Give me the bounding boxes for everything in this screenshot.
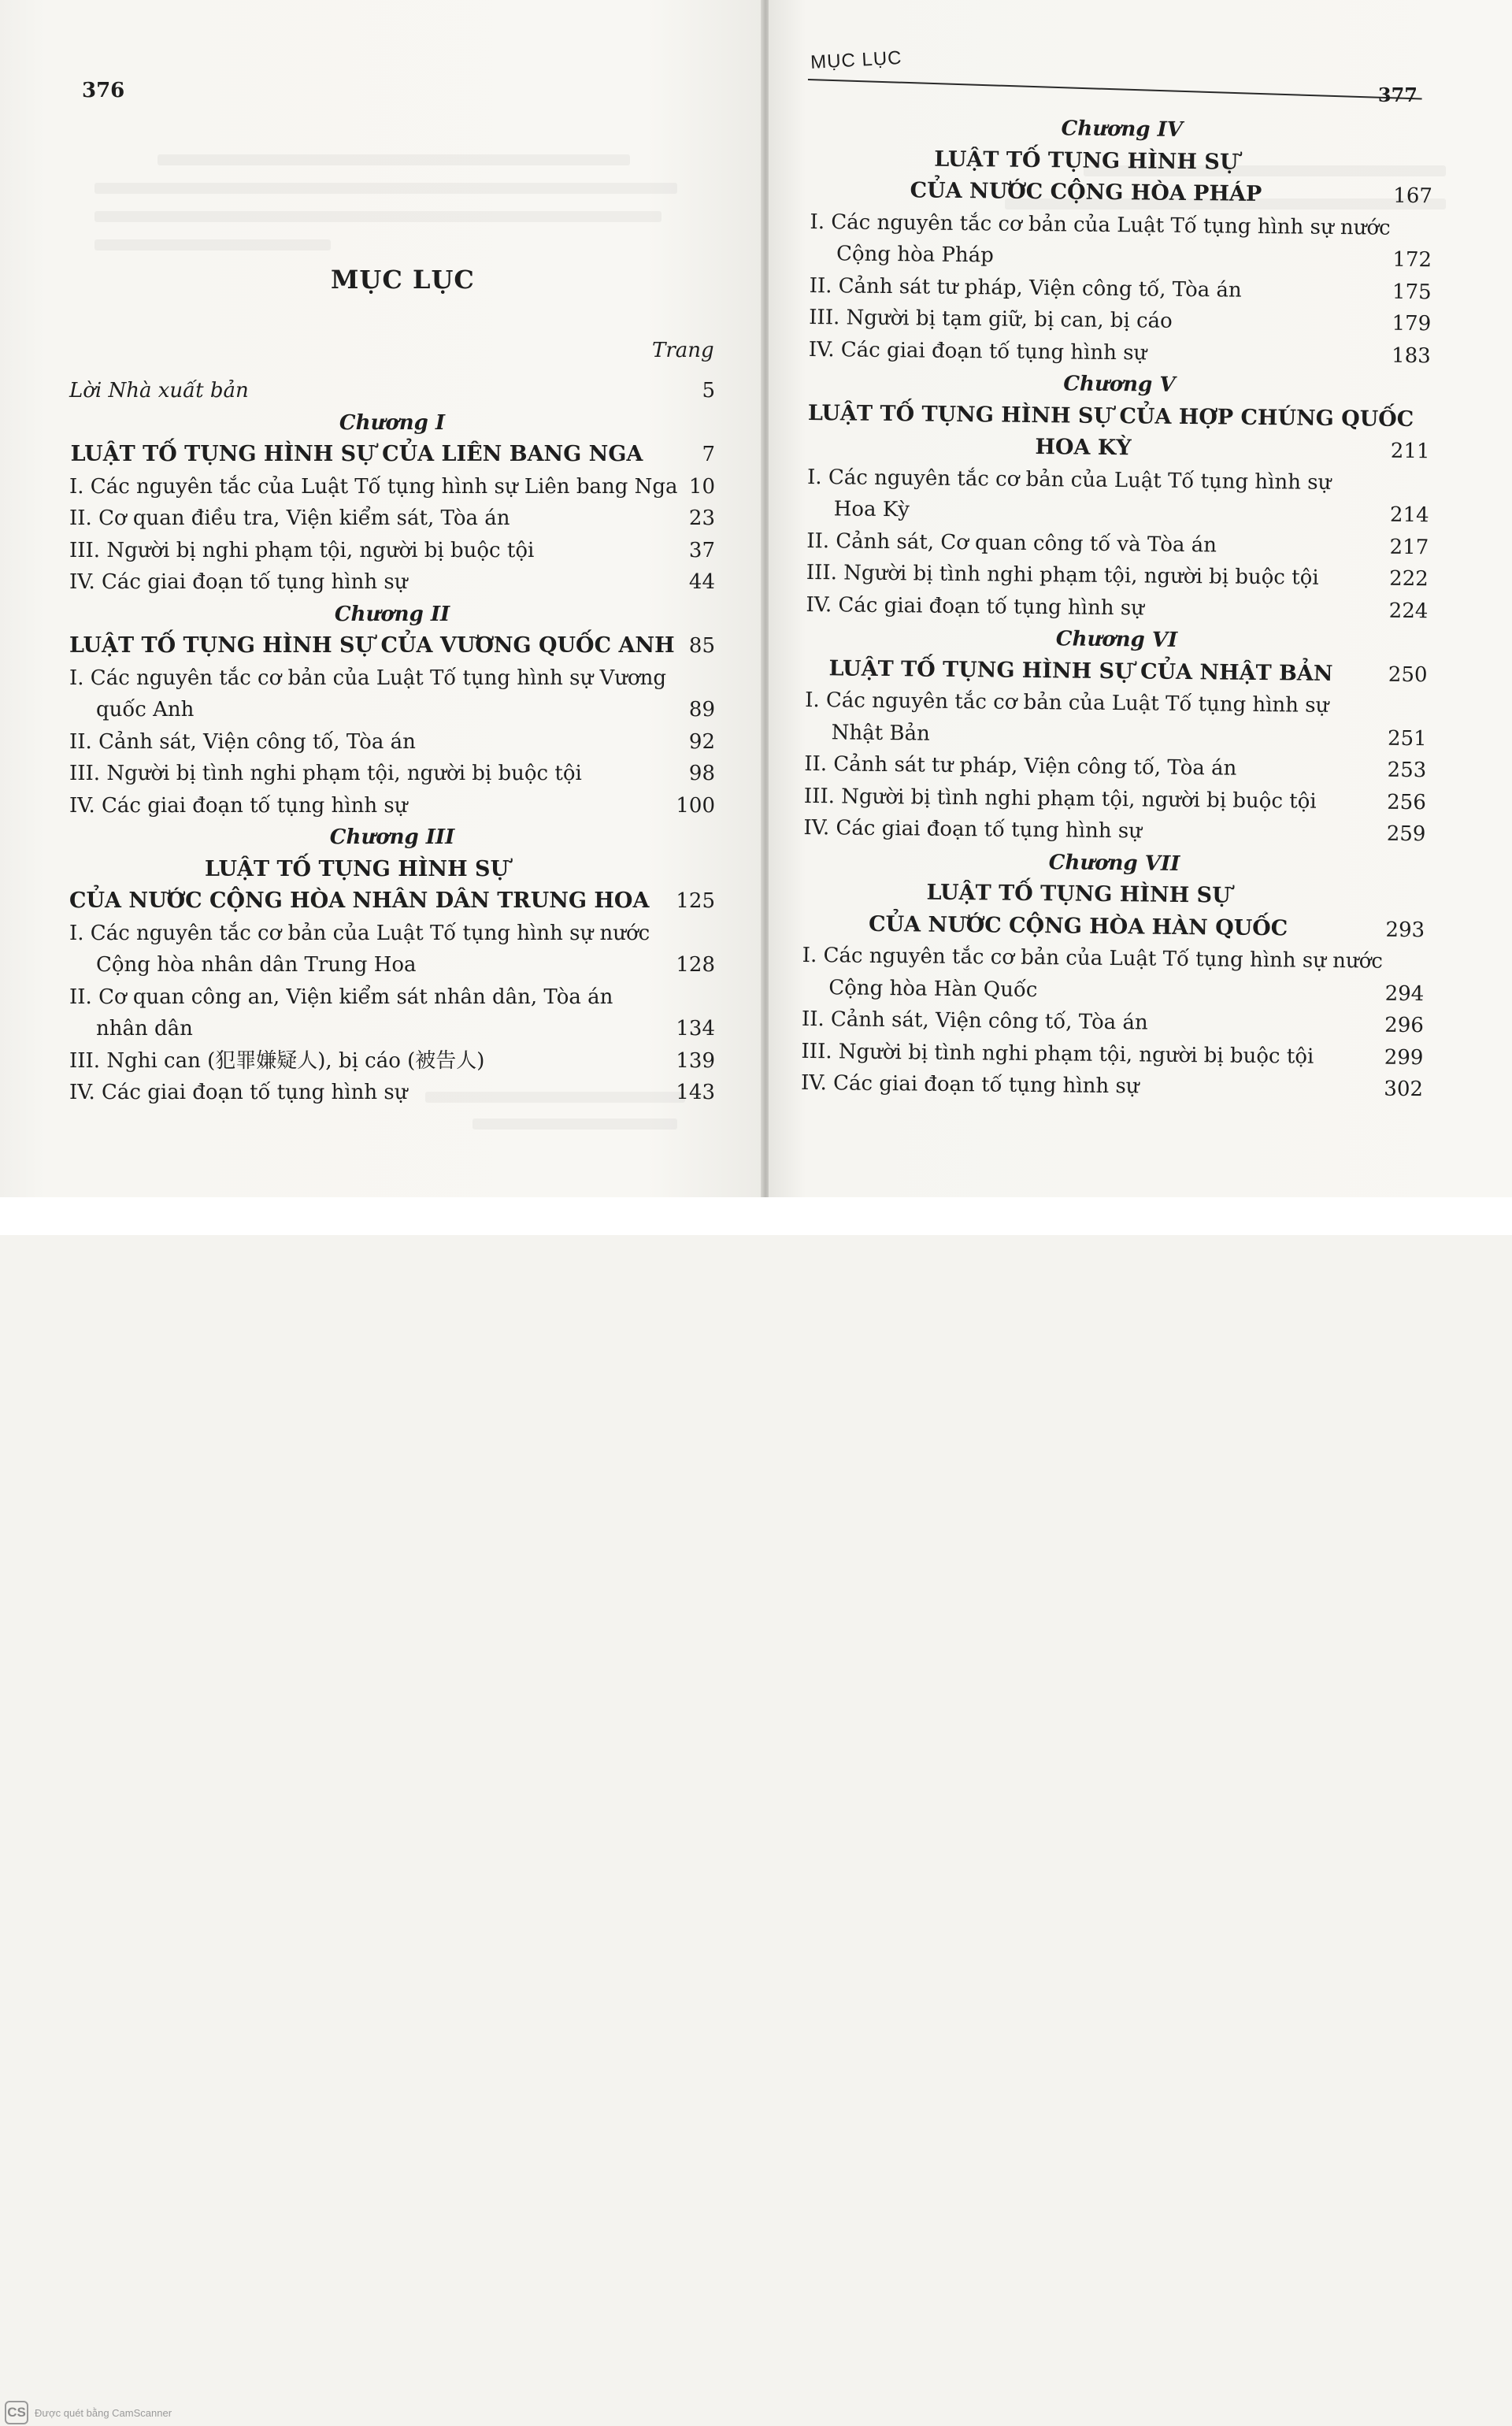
toc-list-left [69, 375, 715, 1109]
toc-entry-text: III. Người bị tình nghi phạm tội, người bị buộc tội [806, 560, 1319, 590]
chapter-label: Chương III [329, 825, 455, 849]
right-page [769, 0, 1512, 1197]
toc-entry [69, 1077, 715, 1109]
toc-list-right [801, 110, 1433, 1106]
page-ref: 302 [1384, 1077, 1424, 1102]
chapter-title-text: CỦA NƯỚC CỘNG HÒA HÀN QUỐC [868, 911, 1288, 940]
page-number: 377 [1377, 83, 1418, 106]
toc-entry-text: III. Nghi can (犯罪嫌疑人), bị cáo (被告人) [69, 1048, 485, 1073]
page-ref: 5 [702, 379, 715, 402]
toc-entry-text: IV. Các giai đoạn tố tụng hình sự [808, 337, 1147, 365]
toc-entry [801, 1067, 1423, 1106]
toc-entry-continuation [69, 949, 715, 981]
toc-entry [69, 471, 715, 503]
page-ref: 183 [1391, 343, 1431, 368]
chapter-title-text: CỦA NƯỚC CỘNG HÒA PHÁP [910, 178, 1262, 206]
page-ref: 299 [1384, 1045, 1424, 1070]
bleed-through [94, 211, 662, 222]
toc-entry-text: Cộng hòa Hàn Quốc [828, 975, 1038, 1002]
toc-entry-text: IV. Các giai đoạn tố tụng hình sự [806, 592, 1145, 620]
chapter-title-text: LUẬT TỐ TỤNG HÌNH SỰ [204, 856, 510, 881]
toc-entry [69, 918, 715, 950]
page-ref: 85 [688, 634, 715, 658]
chapter-title-text: LUẬT TỐ TỤNG HÌNH SỰ CỦA VƯƠNG QUỐC ANH [69, 633, 675, 658]
toc-entry-text: Lời Nhà xuất bản [69, 379, 249, 402]
page-ref: 92 [688, 729, 715, 754]
chapter-label: Chương VI [1055, 627, 1178, 652]
toc-entry-text: I. Các nguyên tắc cơ bản của Luật Tố tụng hình sự [804, 688, 1329, 718]
toc-entry [69, 981, 715, 1014]
toc-entry-text: Hoa Kỳ [833, 497, 910, 522]
page-ref: 134 [676, 1017, 715, 1041]
toc-entry [69, 1045, 715, 1078]
page-ref: 250 [1388, 662, 1428, 687]
bleed-through [94, 239, 331, 250]
toc-entry-text: I. Các nguyên tắc cơ bản của Luật Tố tụng hình sự [806, 465, 1332, 495]
page-ref: 100 [676, 793, 715, 818]
page-ref: 128 [676, 953, 715, 977]
bleed-through [472, 1118, 677, 1130]
toc-entry [69, 566, 715, 599]
page-ref: 175 [1392, 280, 1432, 304]
toc-entry-text: IV. Các giai đoạn tố tụng hình sự [800, 1070, 1140, 1099]
toc-entry [69, 375, 715, 407]
toc-entry [69, 758, 715, 790]
page-ref: 98 [688, 762, 715, 785]
page-ref: 222 [1389, 566, 1429, 592]
toc-entry-text: IV. Các giai đoạn tố tụng hình sự [803, 815, 1143, 844]
toc-entry-text: III. Người bị tình nghi phạm tội, người bị buộc tội [801, 1039, 1314, 1069]
toc-entry-text: I. Các nguyên tắc cơ bản của Luật Tố tụng hình sự nước [810, 210, 1391, 240]
page-ref: 296 [1384, 1013, 1425, 1038]
page-ref: 253 [1387, 758, 1427, 783]
camscanner-logo-icon: CS [5, 2401, 28, 2424]
toc-entry-text: Cộng hòa nhân dân Trung Hoa [96, 953, 417, 977]
chapter-label: Chương IV [1061, 117, 1184, 142]
page-ref: 143 [676, 1081, 715, 1104]
toc-entry-text: I. Các nguyên tắc của Luật Tố tụng hình sự Liên bang Nga [69, 474, 678, 499]
chapter-label: Chương II [334, 602, 450, 626]
toc-entry-text: II. Cảnh sát, Cơ quan công tố và Tòa án [806, 529, 1217, 557]
running-head: MỤC LỤC [810, 46, 903, 74]
toc-entry-text: quốc Anh [96, 698, 195, 721]
toc-entry-text: IV. Các giai đoạn tố tụng hình sự [69, 570, 408, 594]
page-ref: 259 [1386, 822, 1426, 847]
chapter-title-text: LUẬT TỐ TỤNG HÌNH SỰ [934, 147, 1239, 175]
chapter-label: Chương VII [1048, 850, 1180, 876]
page-ref: 89 [688, 698, 715, 721]
page-ref: 256 [1387, 790, 1426, 814]
chapter-title-text: LUẬT TỐ TỤNG HÌNH SỰ [926, 880, 1231, 908]
page-ref: 214 [1389, 503, 1429, 528]
watermark-text: Được quét bằng CamScanner [35, 2406, 172, 2419]
chapter-title [69, 630, 715, 662]
page-ref: 211 [1390, 439, 1430, 464]
toc-entry [803, 812, 1425, 851]
toc-entry-text: II. Cơ quan công an, Viện kiểm sát nhân dân, Tòa án [69, 985, 613, 1009]
toc-entry-continuation [69, 1013, 715, 1045]
page-ref: 37 [688, 538, 715, 562]
chapter-title-text: LUẬT TỐ TỤNG HÌNH SỰ CỦA NHẬT BẢN [828, 655, 1333, 686]
bleed-through [94, 183, 677, 194]
page-ref: 139 [676, 1048, 715, 1073]
page-ref: 251 [1387, 726, 1427, 751]
toc-entry-text: I. Các nguyên tắc cơ bản của Luật Tố tụng hình sự nước [802, 943, 1384, 974]
toc-entry-text: II. Cảnh sát, Viện công tố, Tòa án [69, 729, 416, 754]
page-ref: 217 [1389, 535, 1429, 559]
page-ref: 179 [1392, 311, 1432, 336]
toc-entry-text: III. Người bị tình nghi phạm tội, người bị buộc tội [69, 762, 582, 785]
page-ref: 23 [688, 506, 715, 530]
header-rule [808, 79, 1422, 99]
toc-entry-text: I. Các nguyên tắc cơ bản của Luật Tố tụng hình sự Vương [69, 666, 667, 690]
toc-entry [809, 333, 1431, 372]
bleed-through [158, 154, 630, 165]
page-ref: 7 [702, 443, 715, 466]
toc-entry [69, 503, 715, 535]
page-ref: 224 [1388, 599, 1429, 623]
toc-entry-text: II. Cảnh sát tư pháp, Viện công tố, Tòa án [809, 273, 1242, 302]
page-ref: 172 [1392, 247, 1432, 273]
chapter-title-text: CỦA NƯỚC CỘNG HÒA NHÂN DÂN TRUNG HOA [69, 888, 650, 913]
toc-entry-text: IV. Các giai đoạn tố tụng hình sự [69, 1081, 408, 1104]
chapter-title [69, 885, 715, 918]
toc-title: MỤC LỤC [331, 265, 475, 295]
page-ref: 10 [688, 474, 715, 499]
toc-entry [69, 726, 715, 759]
camscanner-watermark [5, 2399, 172, 2426]
page-column-label: Trang [652, 339, 714, 362]
toc-entry-text: I. Các nguyên tắc cơ bản của Luật Tố tụng hình sự nước [69, 921, 650, 945]
chapter-title-text: HOA KỲ [1035, 435, 1132, 461]
toc-entry [69, 790, 715, 822]
toc-entry [806, 588, 1428, 627]
toc-entry-text: II. Cảnh sát, Viện công tố, Tòa án [801, 1007, 1148, 1035]
toc-entry-text: II. Cơ quan điều tra, Viện kiểm sát, Tòa án [69, 506, 510, 530]
chapter-label: Chương I [339, 410, 446, 435]
toc-entry-text: III. Người bị tạm giữ, bị can, bị cáo [809, 305, 1173, 333]
page-number: 376 [82, 79, 125, 102]
toc-entry-text: Cộng hòa Pháp [836, 242, 994, 268]
chapter-label: Chương V [1063, 372, 1176, 397]
chapter-title-text: LUẬT TỐ TỤNG HÌNH SỰ CỦA LIÊN BANG NGA [70, 442, 643, 466]
toc-entry-continuation [69, 694, 715, 726]
toc-entry [69, 662, 715, 695]
page-ref: 294 [1384, 981, 1425, 1006]
page-ref: 293 [1385, 918, 1425, 942]
toc-entry [69, 535, 715, 567]
toc-entry-text: III. Người bị tình nghi phạm tội, người bị buộc tội [803, 784, 1317, 814]
chapter-title [69, 439, 715, 471]
scan-margin [0, 1197, 1512, 2420]
chapter-title-text: LUẬT TỐ TỤNG HÌNH SỰ CỦA HỢP CHÚNG QUỐC [807, 400, 1414, 432]
toc-entry-text: Nhật Bản [831, 720, 930, 746]
page-ref: 44 [688, 570, 715, 594]
toc-entry-text: II. Cảnh sát tư pháp, Viện công tố, Tòa án [804, 751, 1237, 781]
toc-entry-text: IV. Các giai đoạn tố tụng hình sự [69, 793, 408, 818]
page-ref: 167 [1393, 184, 1433, 209]
page-ref: 125 [676, 889, 715, 913]
toc-entry-text: nhân dân [96, 1017, 193, 1041]
toc-entry-text: III. Người bị nghi phạm tội, người bị buộc tội [69, 538, 535, 562]
chapter-title [69, 854, 715, 886]
left-page [0, 0, 762, 1197]
